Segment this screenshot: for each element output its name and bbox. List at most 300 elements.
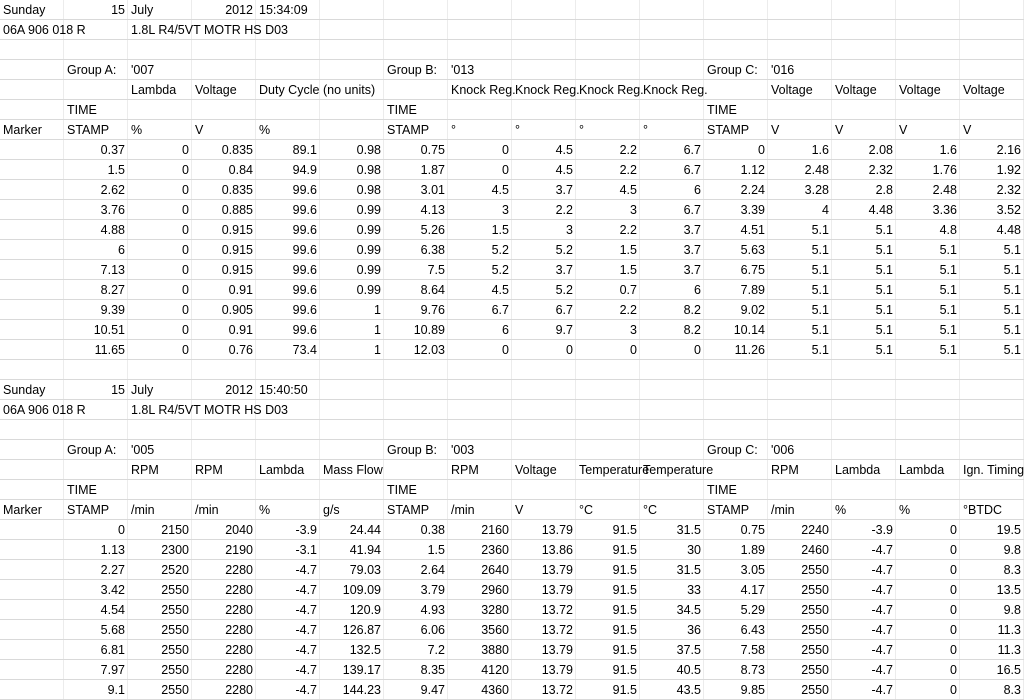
- sheet-cell[interactable]: 0.915: [221, 243, 253, 257]
- sheet-cell[interactable]: 2640: [481, 563, 509, 577]
- sheet-cell[interactable]: 0: [950, 543, 957, 557]
- sheet-cell[interactable]: 11.26: [734, 343, 765, 357]
- sheet-cell[interactable]: 2280: [225, 583, 253, 597]
- sheet-cell[interactable]: Voltage: [899, 83, 941, 97]
- sheet-cell[interactable]: [448, 380, 512, 400]
- sheet-cell[interactable]: -4.7: [295, 683, 317, 697]
- sheet-cell[interactable]: 3.39: [740, 203, 765, 217]
- sheet-cell[interactable]: 5.1: [939, 263, 957, 277]
- sheet-cell[interactable]: [576, 60, 640, 80]
- sheet-cell[interactable]: 5.2: [555, 283, 573, 297]
- sheet-cell[interactable]: [640, 0, 704, 20]
- sheet-cell[interactable]: (no units): [323, 83, 376, 97]
- sheet-cell[interactable]: July: [131, 383, 154, 397]
- sheet-cell[interactable]: Group A:: [67, 63, 117, 77]
- sheet-cell[interactable]: [192, 360, 256, 380]
- sheet-cell[interactable]: 2160: [481, 523, 509, 537]
- sheet-cell[interactable]: °: [451, 123, 456, 137]
- sheet-cell[interactable]: [128, 480, 192, 500]
- sheet-cell[interactable]: [384, 460, 448, 480]
- sheet-cell[interactable]: 91.5: [612, 603, 637, 617]
- sheet-cell[interactable]: 4.8: [939, 223, 957, 237]
- sheet-cell[interactable]: 5.29: [740, 603, 765, 617]
- sheet-cell[interactable]: 94.9: [292, 163, 317, 177]
- sheet-cell[interactable]: 34.5: [676, 603, 701, 617]
- sheet-cell[interactable]: [960, 40, 1024, 60]
- sheet-cell[interactable]: 0.37: [100, 143, 125, 157]
- sheet-cell[interactable]: 11.3: [997, 643, 1021, 657]
- sheet-cell[interactable]: V: [771, 123, 780, 137]
- sheet-cell[interactable]: 40.5: [676, 663, 701, 677]
- sheet-cell[interactable]: July: [131, 3, 154, 17]
- sheet-cell[interactable]: 5.1: [939, 323, 957, 337]
- sheet-cell[interactable]: 1.5: [619, 263, 637, 277]
- sheet-cell[interactable]: 0.905: [221, 303, 253, 317]
- sheet-cell[interactable]: 2150: [161, 523, 189, 537]
- sheet-cell[interactable]: [704, 380, 768, 400]
- sheet-cell[interactable]: 0.91: [228, 283, 253, 297]
- sheet-cell[interactable]: 5.1: [811, 243, 829, 257]
- sheet-cell[interactable]: 2550: [801, 603, 829, 617]
- sheet-cell[interactable]: 1.12: [740, 163, 765, 177]
- sheet-cell[interactable]: 5.1: [939, 343, 957, 357]
- sheet-cell[interactable]: 0: [182, 323, 189, 337]
- sheet-cell[interactable]: 0.38: [420, 523, 445, 537]
- sheet-cell[interactable]: '016: [771, 63, 795, 77]
- sheet-cell[interactable]: 0.84: [228, 163, 253, 177]
- sheet-cell[interactable]: [448, 20, 512, 40]
- sheet-cell[interactable]: [0, 160, 64, 180]
- sheet-cell[interactable]: [0, 480, 64, 500]
- sheet-cell[interactable]: Knock Reg.: [643, 83, 708, 97]
- sheet-cell[interactable]: [896, 40, 960, 60]
- sheet-cell[interactable]: [448, 420, 512, 440]
- sheet-cell[interactable]: 6.75: [740, 263, 765, 277]
- sheet-cell[interactable]: TIME: [387, 483, 417, 497]
- sheet-cell[interactable]: [832, 100, 896, 120]
- sheet-cell[interactable]: %: [131, 123, 143, 137]
- sheet-cell[interactable]: 0: [758, 143, 765, 157]
- sheet-cell[interactable]: [192, 420, 256, 440]
- sheet-cell[interactable]: 0.76: [228, 343, 253, 357]
- sheet-cell[interactable]: [512, 440, 576, 460]
- sheet-cell[interactable]: 3.28: [804, 183, 829, 197]
- sheet-cell[interactable]: [960, 480, 1024, 500]
- sheet-cell[interactable]: 2550: [801, 683, 829, 697]
- sheet-cell[interactable]: 2280: [225, 623, 253, 637]
- sheet-cell[interactable]: 2240: [801, 523, 829, 537]
- sheet-cell[interactable]: [832, 0, 896, 20]
- sheet-cell[interactable]: 1.5: [619, 243, 637, 257]
- sheet-cell[interactable]: [960, 100, 1024, 120]
- sheet-cell[interactable]: [640, 400, 704, 420]
- sheet-cell[interactable]: /min: [451, 503, 475, 517]
- sheet-cell[interactable]: 5.2: [491, 243, 509, 257]
- sheet-cell[interactable]: 2.64: [420, 563, 445, 577]
- sheet-cell[interactable]: 5.1: [875, 223, 893, 237]
- sheet-cell[interactable]: [704, 0, 768, 20]
- sheet-cell[interactable]: 8.73: [740, 663, 765, 677]
- sheet-cell[interactable]: 0.99: [356, 283, 381, 297]
- sheet-cell[interactable]: [192, 100, 256, 120]
- sheet-cell[interactable]: [832, 400, 896, 420]
- sheet-cell[interactable]: 4.93: [420, 603, 445, 617]
- sheet-cell[interactable]: 4.54: [100, 603, 125, 617]
- sheet-cell[interactable]: [960, 400, 1024, 420]
- sheet-cell[interactable]: 9.02: [740, 303, 765, 317]
- sheet-cell[interactable]: [256, 60, 320, 80]
- sheet-cell[interactable]: 2.27: [100, 563, 125, 577]
- sheet-cell[interactable]: [256, 360, 320, 380]
- sheet-cell[interactable]: Group C:: [707, 63, 758, 77]
- sheet-cell[interactable]: 2.2: [619, 143, 637, 157]
- sheet-cell[interactable]: 99.6: [292, 323, 317, 337]
- sheet-cell[interactable]: /min: [771, 503, 795, 517]
- sheet-cell[interactable]: 8.64: [420, 283, 445, 297]
- sheet-cell[interactable]: -3.9: [871, 523, 893, 537]
- sheet-cell[interactable]: 73.4: [292, 343, 317, 357]
- sheet-cell[interactable]: °: [579, 123, 584, 137]
- sheet-cell[interactable]: [320, 120, 384, 140]
- sheet-cell[interactable]: V: [835, 123, 844, 137]
- sheet-cell[interactable]: 3: [630, 203, 637, 217]
- sheet-cell[interactable]: 0: [182, 223, 189, 237]
- sheet-cell[interactable]: 1.13: [100, 543, 125, 557]
- sheet-cell[interactable]: 2550: [801, 563, 829, 577]
- sheet-cell[interactable]: 2.48: [932, 183, 957, 197]
- sheet-cell[interactable]: 139.17: [342, 663, 381, 677]
- sheet-cell[interactable]: -4.7: [295, 643, 317, 657]
- sheet-cell[interactable]: [320, 40, 384, 60]
- sheet-cell[interactable]: 3.7: [555, 183, 573, 197]
- sheet-cell[interactable]: °BTDC: [963, 503, 1003, 517]
- sheet-cell[interactable]: 0: [182, 243, 189, 257]
- sheet-cell[interactable]: -4.7: [295, 663, 317, 677]
- sheet-cell[interactable]: [896, 0, 960, 20]
- sheet-cell[interactable]: -4.7: [871, 583, 893, 597]
- sheet-cell[interactable]: 2040: [225, 523, 253, 537]
- sheet-cell[interactable]: 91.5: [612, 643, 637, 657]
- sheet-cell[interactable]: [320, 400, 384, 420]
- sheet-cell[interactable]: 9.47: [420, 683, 445, 697]
- sheet-cell[interactable]: [192, 20, 256, 40]
- sheet-cell[interactable]: 4.48: [868, 203, 893, 217]
- sheet-cell[interactable]: [128, 40, 192, 60]
- sheet-cell[interactable]: [896, 440, 960, 460]
- sheet-cell[interactable]: 13.79: [541, 663, 573, 677]
- sheet-cell[interactable]: [0, 300, 64, 320]
- sheet-cell[interactable]: 5.1: [939, 243, 957, 257]
- sheet-cell[interactable]: °: [643, 123, 648, 137]
- sheet-cell[interactable]: 06A 906 018 R: [3, 23, 86, 37]
- sheet-cell[interactable]: 0: [950, 663, 957, 677]
- sheet-cell[interactable]: 0.99: [356, 243, 381, 257]
- sheet-cell[interactable]: 2460: [801, 543, 829, 557]
- sheet-cell[interactable]: [0, 40, 64, 60]
- sheet-cell[interactable]: 13.72: [541, 683, 573, 697]
- sheet-cell[interactable]: [768, 40, 832, 60]
- sheet-cell[interactable]: 0.91: [228, 323, 253, 337]
- sheet-cell[interactable]: [0, 580, 64, 600]
- sheet-cell[interactable]: 0: [502, 143, 509, 157]
- sheet-cell[interactable]: 11.3: [997, 623, 1021, 637]
- sheet-cell[interactable]: 9.8: [1003, 543, 1021, 557]
- sheet-cell[interactable]: [704, 420, 768, 440]
- sheet-cell[interactable]: 0: [950, 683, 957, 697]
- sheet-cell[interactable]: [960, 380, 1024, 400]
- sheet-cell[interactable]: 06A 906 018 R: [3, 403, 86, 417]
- sheet-cell[interactable]: 6.38: [420, 243, 445, 257]
- sheet-cell[interactable]: 1.8L R4/5VT MOTR HS D03: [131, 403, 289, 417]
- sheet-cell[interactable]: [448, 40, 512, 60]
- sheet-cell[interactable]: 0: [950, 523, 957, 537]
- sheet-cell[interactable]: 89.1: [292, 143, 317, 157]
- sheet-cell[interactable]: 36: [687, 623, 701, 637]
- sheet-cell[interactable]: [896, 60, 960, 80]
- sheet-cell[interactable]: 6.7: [683, 143, 701, 157]
- sheet-cell[interactable]: 99.6: [292, 223, 317, 237]
- sheet-cell[interactable]: V: [899, 123, 908, 137]
- sheet-cell[interactable]: °: [515, 123, 520, 137]
- sheet-cell[interactable]: 0.99: [356, 223, 381, 237]
- sheet-cell[interactable]: 91.5: [612, 563, 637, 577]
- sheet-cell[interactable]: [896, 380, 960, 400]
- sheet-cell[interactable]: Voltage: [195, 83, 237, 97]
- sheet-cell[interactable]: 3: [566, 223, 573, 237]
- sheet-cell[interactable]: [640, 480, 704, 500]
- sheet-cell[interactable]: [0, 80, 64, 100]
- sheet-cell[interactable]: 5.1: [1003, 303, 1021, 317]
- sheet-cell[interactable]: '005: [131, 443, 155, 457]
- sheet-cell[interactable]: [576, 360, 640, 380]
- sheet-cell[interactable]: [704, 80, 768, 100]
- sheet-cell[interactable]: 0.98: [356, 183, 381, 197]
- sheet-cell[interactable]: 9.39: [100, 303, 125, 317]
- sheet-cell[interactable]: 3.7: [555, 263, 573, 277]
- sheet-cell[interactable]: [256, 100, 320, 120]
- sheet-cell[interactable]: [832, 440, 896, 460]
- sheet-cell[interactable]: 13.79: [541, 523, 573, 537]
- sheet-cell[interactable]: 5.1: [811, 263, 829, 277]
- sheet-cell[interactable]: 11.65: [94, 343, 125, 357]
- sheet-cell[interactable]: 2012: [225, 383, 253, 397]
- sheet-cell[interactable]: 0: [950, 603, 957, 617]
- sheet-cell[interactable]: 3.79: [420, 583, 445, 597]
- sheet-cell[interactable]: [704, 40, 768, 60]
- sheet-cell[interactable]: [896, 360, 960, 380]
- sheet-cell[interactable]: 2550: [161, 583, 189, 597]
- sheet-cell[interactable]: 7.97: [100, 663, 125, 677]
- sheet-cell[interactable]: 0.835: [221, 143, 253, 157]
- sheet-cell[interactable]: 9.8: [1003, 603, 1021, 617]
- sheet-cell[interactable]: TIME: [67, 103, 97, 117]
- sheet-cell[interactable]: 13.72: [541, 603, 573, 617]
- sheet-cell[interactable]: 2190: [225, 543, 253, 557]
- sheet-cell[interactable]: 4.13: [420, 203, 445, 217]
- sheet-cell[interactable]: %: [835, 503, 847, 517]
- sheet-cell[interactable]: 6.81: [100, 643, 125, 657]
- sheet-cell[interactable]: Voltage: [835, 83, 877, 97]
- sheet-cell[interactable]: 13.86: [541, 543, 573, 557]
- sheet-cell[interactable]: [64, 420, 128, 440]
- sheet-cell[interactable]: STAMP: [67, 503, 110, 517]
- sheet-cell[interactable]: 4.5: [555, 143, 573, 157]
- sheet-cell[interactable]: 1.6: [811, 143, 829, 157]
- sheet-cell[interactable]: STAMP: [387, 503, 430, 517]
- sheet-cell[interactable]: 1.5: [491, 223, 509, 237]
- sheet-cell[interactable]: 2550: [161, 663, 189, 677]
- sheet-cell[interactable]: [896, 100, 960, 120]
- sheet-cell[interactable]: TIME: [707, 103, 737, 117]
- sheet-cell[interactable]: 5.1: [875, 303, 893, 317]
- sheet-cell[interactable]: 2.8: [875, 183, 893, 197]
- sheet-cell[interactable]: [192, 480, 256, 500]
- sheet-cell[interactable]: 4.5: [555, 163, 573, 177]
- sheet-cell[interactable]: 16.5: [996, 663, 1021, 677]
- sheet-cell[interactable]: RPM: [451, 463, 479, 477]
- sheet-cell[interactable]: 37.5: [676, 643, 701, 657]
- sheet-cell[interactable]: [320, 480, 384, 500]
- sheet-cell[interactable]: [704, 360, 768, 380]
- sheet-cell[interactable]: [320, 380, 384, 400]
- sheet-cell[interactable]: [0, 540, 64, 560]
- sheet-cell[interactable]: 2012: [225, 3, 253, 17]
- sheet-cell[interactable]: '007: [131, 63, 155, 77]
- sheet-cell[interactable]: 8.27: [100, 283, 125, 297]
- sheet-cell[interactable]: 3560: [481, 623, 509, 637]
- sheet-cell[interactable]: 0: [502, 343, 509, 357]
- sheet-cell[interactable]: [0, 680, 64, 700]
- sheet-cell[interactable]: Voltage: [515, 463, 557, 477]
- sheet-cell[interactable]: [320, 0, 384, 20]
- sheet-cell[interactable]: %: [259, 123, 271, 137]
- sheet-cell[interactable]: 7.5: [427, 263, 445, 277]
- sheet-cell[interactable]: [640, 60, 704, 80]
- sheet-cell[interactable]: 7.2: [427, 643, 445, 657]
- sheet-cell[interactable]: 7.58: [740, 643, 765, 657]
- sheet-cell[interactable]: 2280: [225, 643, 253, 657]
- sheet-cell[interactable]: 0: [950, 583, 957, 597]
- sheet-cell[interactable]: 4.17: [740, 583, 765, 597]
- sheet-cell[interactable]: [0, 620, 64, 640]
- sheet-cell[interactable]: 91.5: [612, 623, 637, 637]
- sheet-cell[interactable]: 4360: [481, 683, 509, 697]
- sheet-cell[interactable]: STAMP: [387, 123, 430, 137]
- sheet-cell[interactable]: [0, 520, 64, 540]
- sheet-cell[interactable]: Group B:: [387, 63, 438, 77]
- sheet-cell[interactable]: 31.5: [676, 563, 701, 577]
- sheet-cell[interactable]: 2300: [161, 543, 189, 557]
- sheet-cell[interactable]: [512, 100, 576, 120]
- sheet-cell[interactable]: Mass Flow: [323, 463, 383, 477]
- sheet-cell[interactable]: 2360: [481, 543, 509, 557]
- sheet-cell[interactable]: [640, 420, 704, 440]
- sheet-cell[interactable]: 6.7: [555, 303, 573, 317]
- sheet-cell[interactable]: [832, 60, 896, 80]
- sheet-cell[interactable]: '013: [451, 63, 475, 77]
- sheet-cell[interactable]: 4.88: [100, 223, 125, 237]
- sheet-cell[interactable]: [576, 440, 640, 460]
- sheet-cell[interactable]: 1.76: [932, 163, 957, 177]
- sheet-cell[interactable]: °C: [643, 503, 658, 517]
- sheet-cell[interactable]: 5.1: [1003, 323, 1021, 337]
- sheet-cell[interactable]: Lambda: [131, 83, 177, 97]
- sheet-cell[interactable]: [832, 360, 896, 380]
- sheet-cell[interactable]: 5.1: [1003, 343, 1021, 357]
- sheet-cell[interactable]: [960, 360, 1024, 380]
- sheet-cell[interactable]: 5.2: [491, 263, 509, 277]
- sheet-cell[interactable]: V: [963, 123, 972, 137]
- sheet-cell[interactable]: 2.32: [996, 183, 1021, 197]
- sheet-cell[interactable]: '003: [451, 443, 475, 457]
- sheet-cell[interactable]: 2.24: [740, 183, 765, 197]
- sheet-cell[interactable]: 5.1: [811, 323, 829, 337]
- sheet-cell[interactable]: [384, 20, 448, 40]
- sheet-cell[interactable]: 2.48: [804, 163, 829, 177]
- sheet-cell[interactable]: 2550: [801, 643, 829, 657]
- sheet-cell[interactable]: '006: [771, 443, 795, 457]
- sheet-cell[interactable]: 13.79: [541, 583, 573, 597]
- sheet-cell[interactable]: [576, 480, 640, 500]
- sheet-cell[interactable]: [960, 420, 1024, 440]
- sheet-cell[interactable]: 9.1: [107, 683, 125, 697]
- sheet-cell[interactable]: 41.94: [349, 543, 381, 557]
- sheet-cell[interactable]: [320, 100, 384, 120]
- sheet-cell[interactable]: 0: [950, 563, 957, 577]
- sheet-cell[interactable]: 1.89: [740, 543, 765, 557]
- sheet-cell[interactable]: [192, 40, 256, 60]
- sheet-cell[interactable]: [384, 40, 448, 60]
- sheet-cell[interactable]: [640, 380, 704, 400]
- sheet-cell[interactable]: 13.79: [541, 643, 573, 657]
- sheet-cell[interactable]: /min: [195, 503, 219, 517]
- sheet-cell[interactable]: [320, 20, 384, 40]
- sheet-cell[interactable]: [768, 380, 832, 400]
- sheet-cell[interactable]: -4.7: [295, 563, 317, 577]
- sheet-cell[interactable]: -4.7: [871, 643, 893, 657]
- sheet-cell[interactable]: [0, 240, 64, 260]
- sheet-cell[interactable]: -4.7: [871, 683, 893, 697]
- sheet-cell[interactable]: 91.5: [612, 543, 637, 557]
- sheet-cell[interactable]: 1: [374, 343, 381, 357]
- sheet-cell[interactable]: 0: [182, 163, 189, 177]
- sheet-cell[interactable]: [832, 480, 896, 500]
- sheet-cell[interactable]: RPM: [771, 463, 799, 477]
- sheet-cell[interactable]: [960, 0, 1024, 20]
- sheet-cell[interactable]: 1: [374, 323, 381, 337]
- sheet-cell[interactable]: 10.51: [93, 323, 125, 337]
- sheet-cell[interactable]: 2.08: [868, 143, 893, 157]
- sheet-cell[interactable]: -4.7: [871, 623, 893, 637]
- sheet-cell[interactable]: 1.6: [939, 143, 957, 157]
- sheet-cell[interactable]: g/s: [323, 503, 340, 517]
- sheet-cell[interactable]: 1.5: [427, 543, 445, 557]
- sheet-cell[interactable]: 2550: [801, 623, 829, 637]
- sheet-cell[interactable]: 4.48: [996, 223, 1021, 237]
- sheet-cell[interactable]: Group C:: [707, 443, 758, 457]
- sheet-cell[interactable]: 43.5: [676, 683, 701, 697]
- sheet-cell[interactable]: 7.13: [100, 263, 125, 277]
- sheet-cell[interactable]: STAMP: [67, 123, 110, 137]
- sheet-cell[interactable]: 2550: [161, 643, 189, 657]
- sheet-cell[interactable]: 6.7: [683, 203, 701, 217]
- sheet-cell[interactable]: 2550: [161, 683, 189, 697]
- sheet-cell[interactable]: 5.26: [420, 223, 445, 237]
- sheet-cell[interactable]: 3.36: [932, 203, 957, 217]
- sheet-cell[interactable]: 2.2: [619, 303, 637, 317]
- sheet-cell[interactable]: 5.1: [875, 323, 893, 337]
- sheet-cell[interactable]: 5.2: [555, 243, 573, 257]
